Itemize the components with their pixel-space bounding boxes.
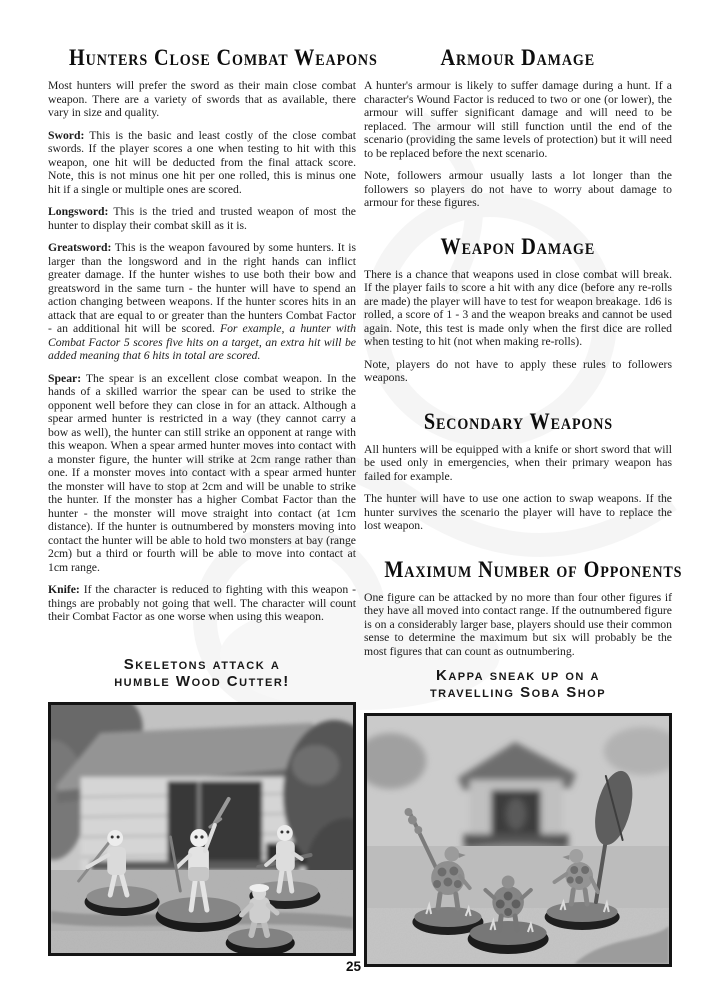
paragraph: Note, players do not have to apply these rules to followers weapons. bbox=[364, 357, 672, 384]
entry-label: Sword: bbox=[48, 128, 85, 142]
header-text: Armour Damage bbox=[440, 45, 596, 70]
paragraph: All hunters will be equipped with a knife or short sword that will be used only in emergencies, when their primary weapon has failed for example. bbox=[364, 442, 672, 483]
paragraph: A hunter's armour is likely to suffer damage during a hunt. If a character's Wound Factor is reduced to two or one (or lower), the armour will suffer significant damage and will need to be replaced. The armour will still function until the end of the scenario (providing the same levels of protection) but it will need to be replaced before the next scenario. bbox=[364, 79, 672, 160]
header-text: Secondary Weapons bbox=[423, 408, 613, 434]
header-text: Maximum Number of Opponents bbox=[384, 556, 683, 582]
header-maximum-number-of-opponents bbox=[364, 556, 683, 583]
spear-entry: Spear: The spear is an excellent close combat weapon. In the hands of a skilled warrior the spear can be used to strike the opponent well before they can close in for an attack. Although a spear armed hunter is restricted in a way (they cannot carry a bow as well), the hunter can still strike an opponent at range with this weapon. When a spear armed hunter moves into contact with a monster figure, the hunter will strike at 2cm range rather than one. If a monster moves into contact with a spear armed hunter the monster will have to stop at 2cm and will be unable to strike the hunter. If the monster has a higher Combat Factor than the hunter - the monster will move straight into contact (at 1cm distance). If the hunter is outnumbered by monsters moving into contact the hunter will be able to hold two monsters at bay (range 2cm) but a third or fourth will be able to move into contact at 1cm range. bbox=[48, 371, 356, 574]
entry-label: Knife: bbox=[48, 583, 80, 596]
longsword-entry: Longsword: This is the tried and trusted weapon of most the hunter to display their combat skill as it is. bbox=[48, 205, 356, 232]
header-secondary-weapons bbox=[364, 408, 672, 435]
kappa-photo-illustration bbox=[367, 716, 669, 964]
right-photo-caption bbox=[364, 667, 672, 701]
entry-label: Greatsword: bbox=[48, 241, 112, 254]
sword-entry: Sword: This is the basic and least costly of the close combat swords. If the player scores a one when testing to hit with this weapon, one hit will be deducted from the final attack score. Note, this is not minus one hit per one rolled, this is minus one hit if a single or multiple ones are scored. bbox=[48, 128, 356, 196]
header-hunters-close-combat-weapons bbox=[48, 44, 378, 71]
skeletons-photo-illustration bbox=[51, 705, 353, 953]
caption-line: travelling Soba Shop bbox=[429, 684, 607, 701]
kappa-soba-shop-photo bbox=[364, 713, 672, 967]
paragraph: One figure can be attacked by no more than four other figures if they have all moved into contact range. If the outnumbered figure is on a considerably larger base, players should use their common sense to determine the maximum but six will probably be the most figures that can count as outnumbering. bbox=[364, 590, 672, 658]
skeletons-attack-photo bbox=[48, 702, 356, 956]
caption-line: Skeletons attack a bbox=[123, 656, 281, 673]
two-column-layout bbox=[48, 44, 683, 956]
paragraph: The hunter will have to use one action to swap weapons. If the hunter survives the scenario the player will have to replace the lost weapon. bbox=[364, 492, 672, 532]
entry-label: Spear: bbox=[48, 371, 82, 385]
caption-line: Kappa sneak up on a bbox=[436, 667, 600, 684]
paragraph: Note, followers armour usually lasts a lot longer than the followers so players do not have to worry about damage to armour for these figures. bbox=[364, 169, 672, 209]
rules-example: For example, a hunter with Combat Factor 5 scores five hits on a target, an extra hit will be added meaning that 6 hits in total are scored. bbox=[48, 322, 357, 362]
header-armour-damage bbox=[364, 44, 672, 71]
intro-paragraph: Most hunters will prefer the sword as their main close combat weapon. There are a variety of swords that as available, there vary in size and quality. bbox=[48, 79, 356, 119]
paragraph: There is a chance that weapons used in close combat will break. If the player fails to score a hit with any dice (before any re-rolls are made) the player will have to test for weapon breakage. 1d6 is rolled, a score of 1 - 3 and the weapon breaks and cannot be used again. Note, this test is made only when the first dice are rolled when testing to hit (not when making re-rolls). bbox=[364, 267, 672, 348]
right-photo-block bbox=[364, 667, 672, 967]
left-photo-caption bbox=[48, 656, 356, 690]
caption-line: humble Wood Cutter! bbox=[114, 673, 290, 690]
header-weapon-damage bbox=[364, 233, 672, 260]
left-photo-block bbox=[48, 656, 356, 956]
entry-label: Longsword: bbox=[48, 205, 109, 218]
header-text: Weapon Damage bbox=[440, 233, 596, 259]
greatsword-entry: Greatsword: This is the weapon favoured by some hunters. It is larger than the longsword and in the right hands can inflict greater damage. If the hunter wishes to use both their bow and greatsword in the same turn - the hunter will have to spend an action changing between weapons. If the hunter scores hits in an attack that are equal to or greater than the hunters Combat Factor - an additional hit will be scored. For example, a hunter with Combat Factor 5 scores five hits on a target, an extra hit will be added meaning that 6 hits in total are scored. bbox=[48, 241, 357, 362]
header-text: Hunters Close Combat Weapons bbox=[69, 45, 378, 70]
knife-entry: Knife: If the character is reduced to fighting with this weapon - things are probably not going that well. The character will count their Combat Factor as one worse when using this weapon. bbox=[48, 583, 356, 623]
page-number: 25 bbox=[345, 959, 362, 974]
right-column bbox=[364, 44, 683, 956]
left-column bbox=[48, 44, 378, 956]
